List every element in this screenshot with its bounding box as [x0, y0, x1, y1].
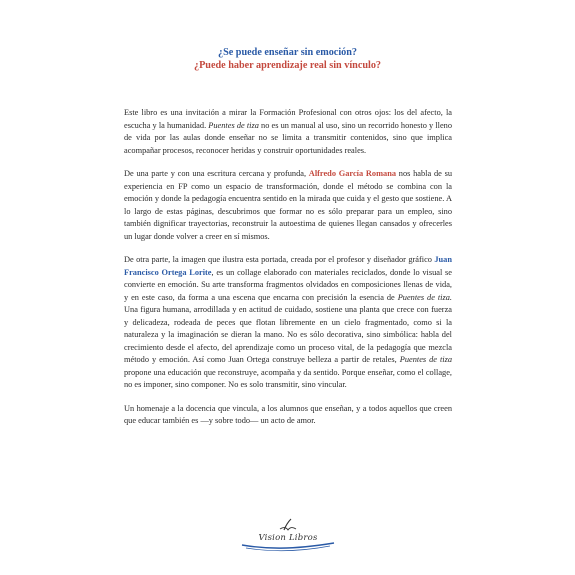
- p1-text-a: Este libro es una invitación a mirar la Formación Profesional con otros ojos: los del afecto, la escucha y la humanidad.: [124, 108, 452, 130]
- designer-name: Juan Francisco Ortega Lorite: [124, 255, 452, 277]
- p2-text-a: De una parte y con una escritura cercana y profunda,: [124, 169, 309, 178]
- publisher-name: Vision Libros: [258, 533, 318, 543]
- title-question-1: ¿Se puede enseñar sin emoción?: [217, 47, 358, 58]
- paragraph-2: [124, 168, 452, 243]
- synopsis-body: [124, 107, 452, 439]
- publisher-logo: [236, 516, 340, 556]
- p2-text-b: nos habla de su experiencia en FP como un espacio de transformación, donde el método se combina con la emoción y donde la pedagogía encuentra sentido en la mirada que cuida y el gesto que sostiene. A lo largo de estas páginas, descubrimos que formar no es sólo preparar para un empleo, sino también dignificar trayectorias, reconstruir la autoestima de quienes llegan cansados y ofrecerles un lugar donde volver a creer en sí mismos.: [124, 169, 452, 241]
- title-question-2: ¿Puede haber aprendizaje real sin vínculo?: [193, 60, 382, 71]
- paragraph-4: Un homenaje a la docencia que vincula, a los alumnos que enseñan, y a todos aquellos que creen que educar también es —y sobre todo— un acto de amor.: [124, 403, 452, 425]
- p1-text-c: no es un manual al uso, sino un recorrido honesto y lleno de vida por las aulas donde enseñar no se limita a transmitir contenidos, sino que implica acompañar procesos, reconocer heridas y construir oportunidades reales.: [124, 120, 452, 155]
- paragraph-3: [124, 254, 452, 392]
- title-block: [0, 46, 575, 72]
- author-name: Alfredo García Romana: [308, 169, 397, 178]
- book-title-italic: Puentes de tiza: [208, 120, 259, 130]
- p3-text-f: propone una educación que reconstruye, acompaña y da sentido. Porque enseñar, como el collage, no es imponer, sino componer. No es solo transmitir, sino vincular.: [124, 367, 452, 389]
- p3-text-b: , es un collage elaborado con materiales reciclados, donde lo visual se convierte en emoción. Su arte transforma fragmentos olvidados en composiciones llenas de vida, y en este caso, da forma a una escena que encarna con precisión la esencia de: [124, 267, 452, 302]
- book-title-italic-3: Puentes de tiza: [399, 355, 452, 364]
- book-title-italic-2: Puentes de tiza.: [397, 292, 452, 302]
- p3-text-d: Una figura humana, arrodillada y en actitud de cuidado, sostiene una planta que crece con fuerza y delicadeza, rodeada de peces que flotan libremente en un cielo fragmentado, como si la naturaleza y la imaginación se dieran la mano. No es sólo decorativa, sino simbólica: habla del crecimiento desde el afecto, del aprendizaje como un proceso vital, de la pedagogía que mezcla método y emoción. Así como Juan Ortega construye belleza a partir de retales,: [124, 305, 452, 364]
- paragraph-1: [124, 107, 452, 157]
- p3-text-a: De otra parte, la imagen que ilustra esta portada, creada por el profesor y diseñador gráfico: [124, 255, 435, 264]
